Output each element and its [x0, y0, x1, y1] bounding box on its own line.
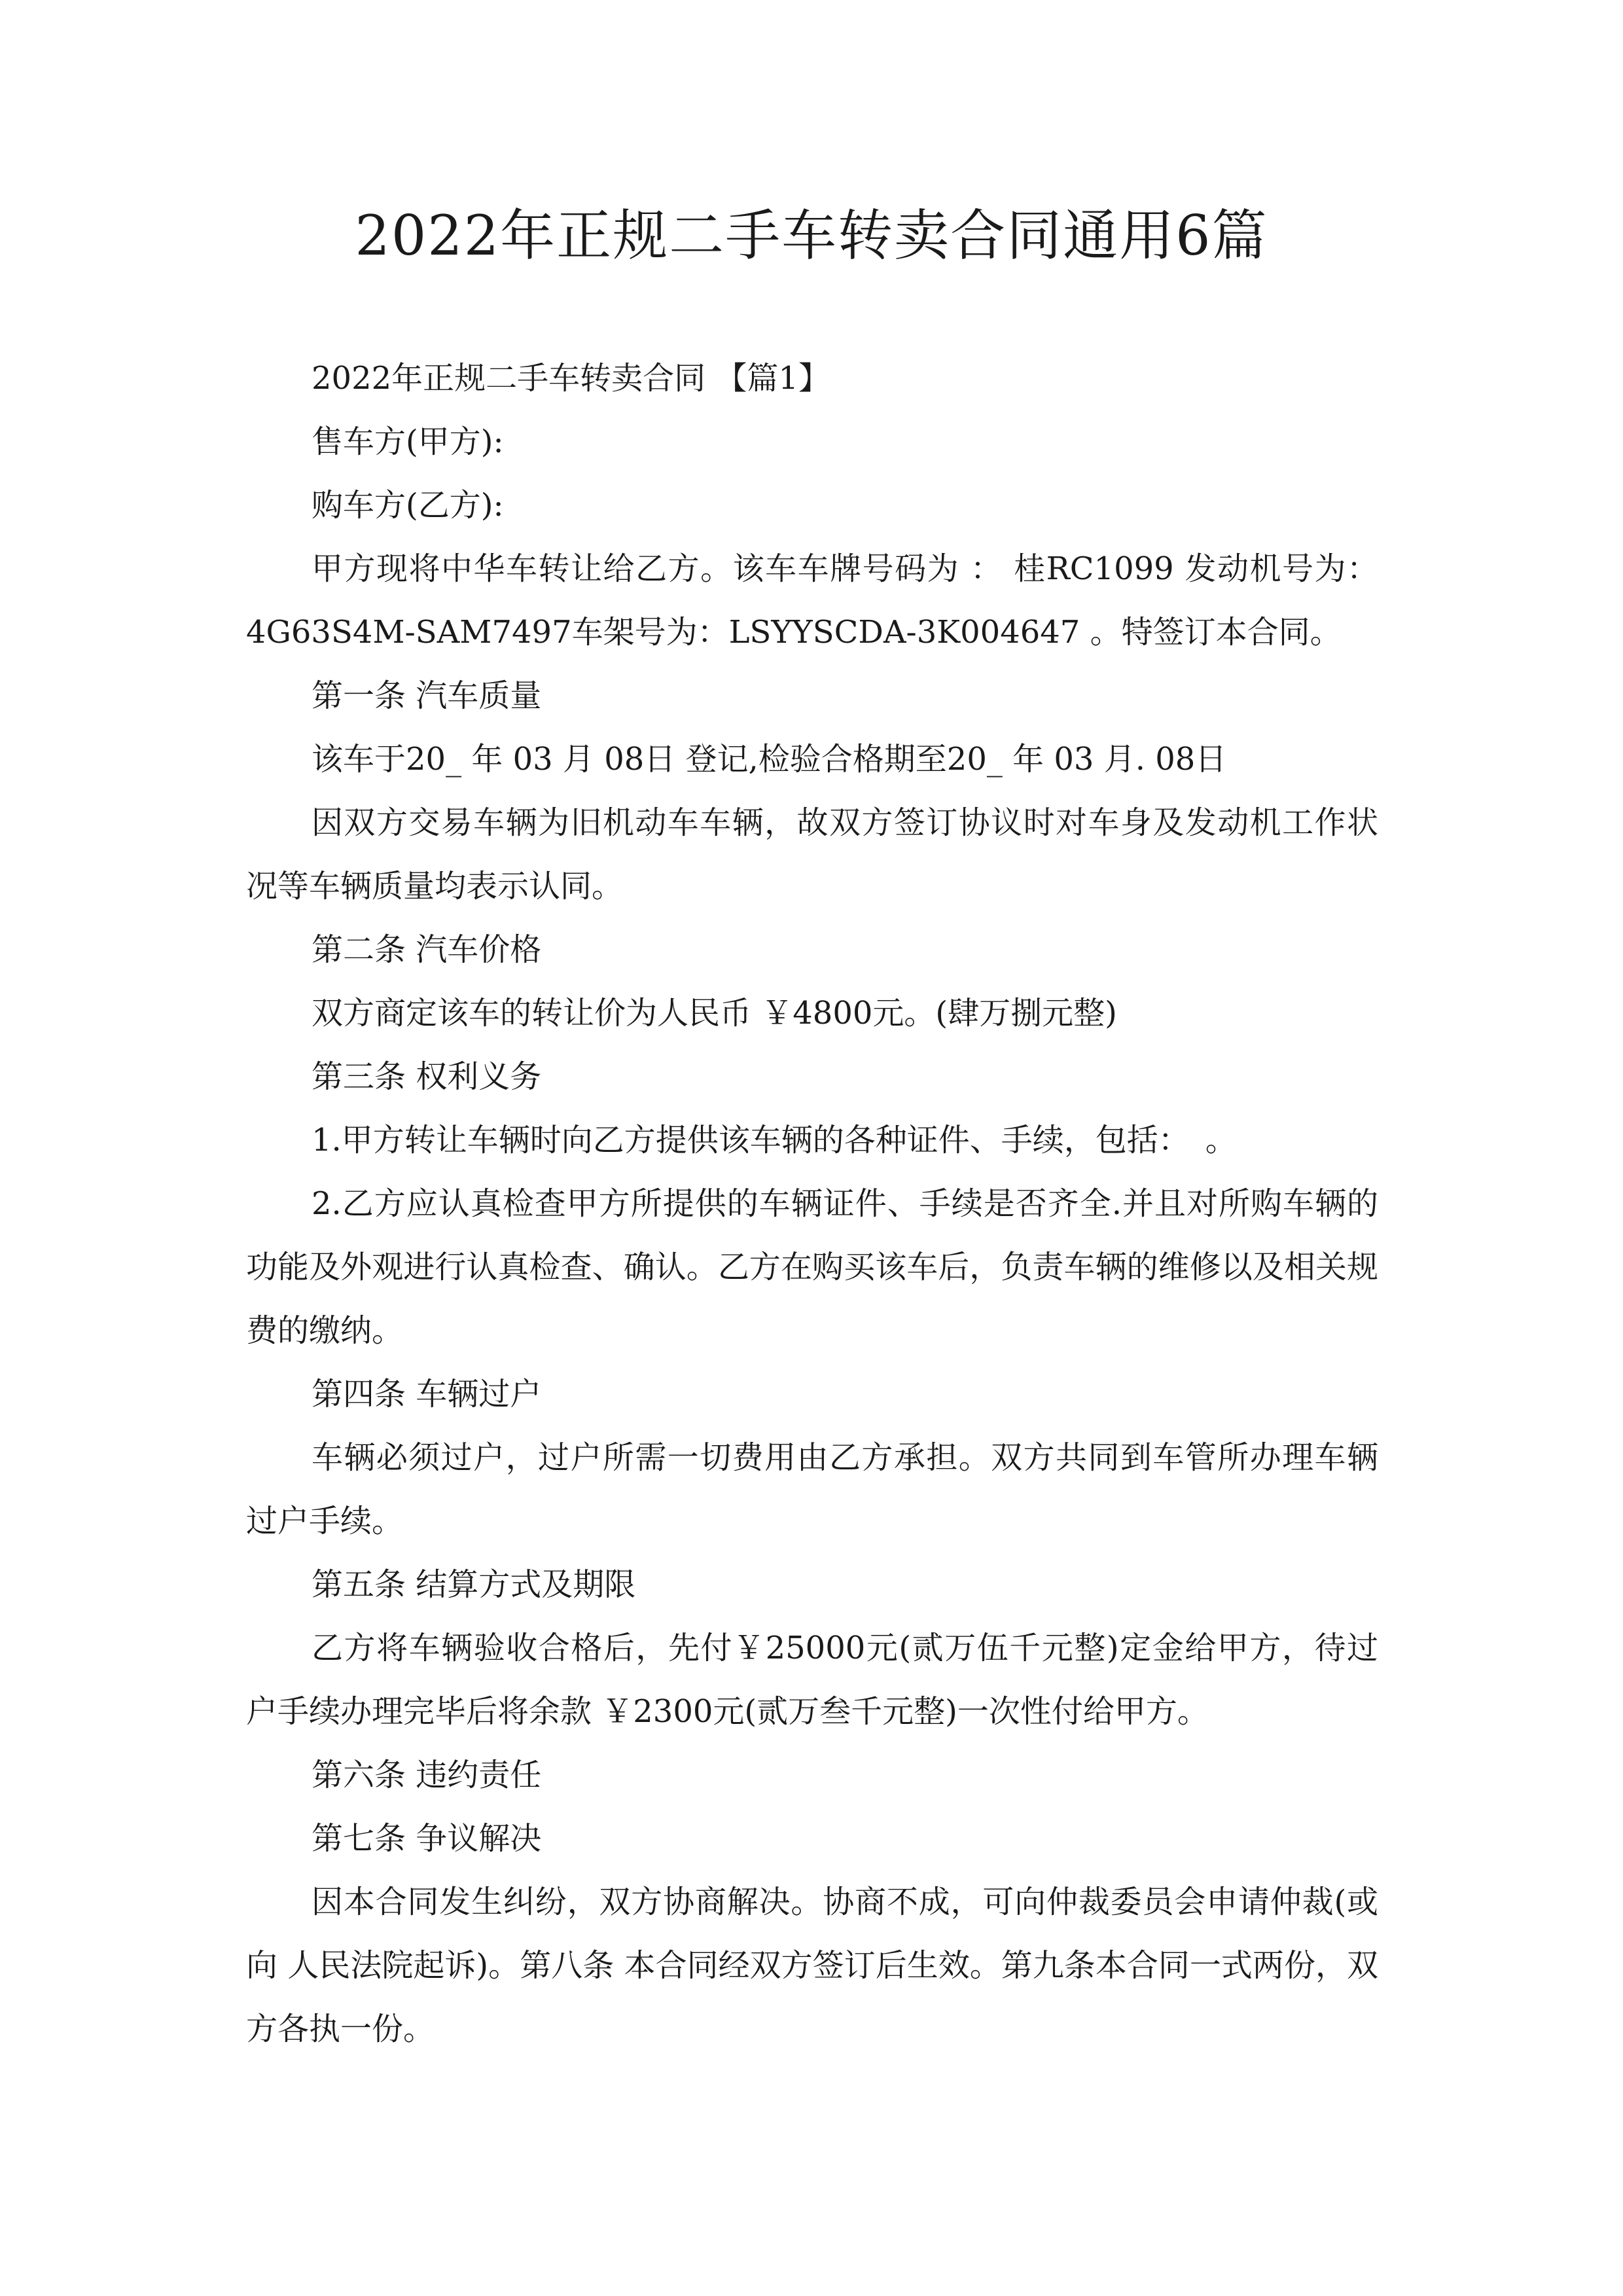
paragraph: 双方商定该车的转让价为人民币 ￥4800元。(肆万捌元整) [312, 995, 1117, 1031]
paragraph: 该车于20_ 年 03 月 08日 登记,检验合格期至20_ 年 03 月. 08日 [312, 741, 1227, 778]
paragraph: 乙方将车辆验收合格后，先付￥25000元(贰万伍千元整)定金给甲方，待过户手续办理完毕后将余款 ￥2300元(贰万叁千元整)一次性付给甲方。 [246, 1630, 1378, 1730]
article-heading: 第五条 结算方式及期限 [312, 1566, 636, 1603]
seller-line: 售车方(甲方): [312, 423, 504, 460]
paragraph: 车辆必须过户，过户所需一切费用由乙方承担。双方共同到车管所办理车辆过户手续。 [246, 1439, 1378, 1539]
section-heading: 2022年正规二手车转卖合同 【篇1】 [312, 360, 830, 397]
article-heading: 第六条 违约责任 [312, 1757, 542, 1793]
paragraph: 2.乙方应认真检查甲方所提供的车辆证件、手续是否齐全.并且对所购车辆的功能及外观进行认真检查、确认。乙方在购买该车后，负责车辆的维修以及相关规费的缴纳。 [246, 1185, 1378, 1349]
document-title: 2022年正规二手车转卖合同通用6篇 [355, 204, 1268, 268]
paragraph: 甲方现将中华车转让给乙方。该车车牌号码为 ： 桂RC1099 发动机号为：4G63S4M-SAM7497车架号为：LSYYSCDA-3K004647 。特签订本合同。 [246, 550, 1378, 651]
buyer-line: 购车方(乙方): [312, 487, 504, 524]
article-heading: 第二条 汽车价格 [312, 931, 542, 968]
article-heading: 第三条 权利义务 [312, 1058, 542, 1095]
paragraph: 因双方交易车辆为旧机动车车辆，故双方签订协议时对车身及发动机工作状况等车辆质量均表示认同。 [246, 804, 1378, 905]
paragraph: 1.甲方转让车辆时向乙方提供该车辆的各种证件、手续，包括： 。 [312, 1122, 1237, 1158]
article-heading: 第一条 汽车质量 [312, 677, 542, 714]
paragraph: 因本合同发生纠纷，双方协商解决。协商不成，可向仲裁委员会申请仲裁(或向 人民法院起诉)。第八条 本合同经双方签订后生效。第九条本合同一式两份，双方各执一份。 [246, 1884, 1378, 2047]
article-heading: 第七条 争议解决 [312, 1820, 542, 1857]
document-body [246, 347, 1378, 2061]
article-heading: 第四条 车辆过户 [312, 1376, 542, 1412]
